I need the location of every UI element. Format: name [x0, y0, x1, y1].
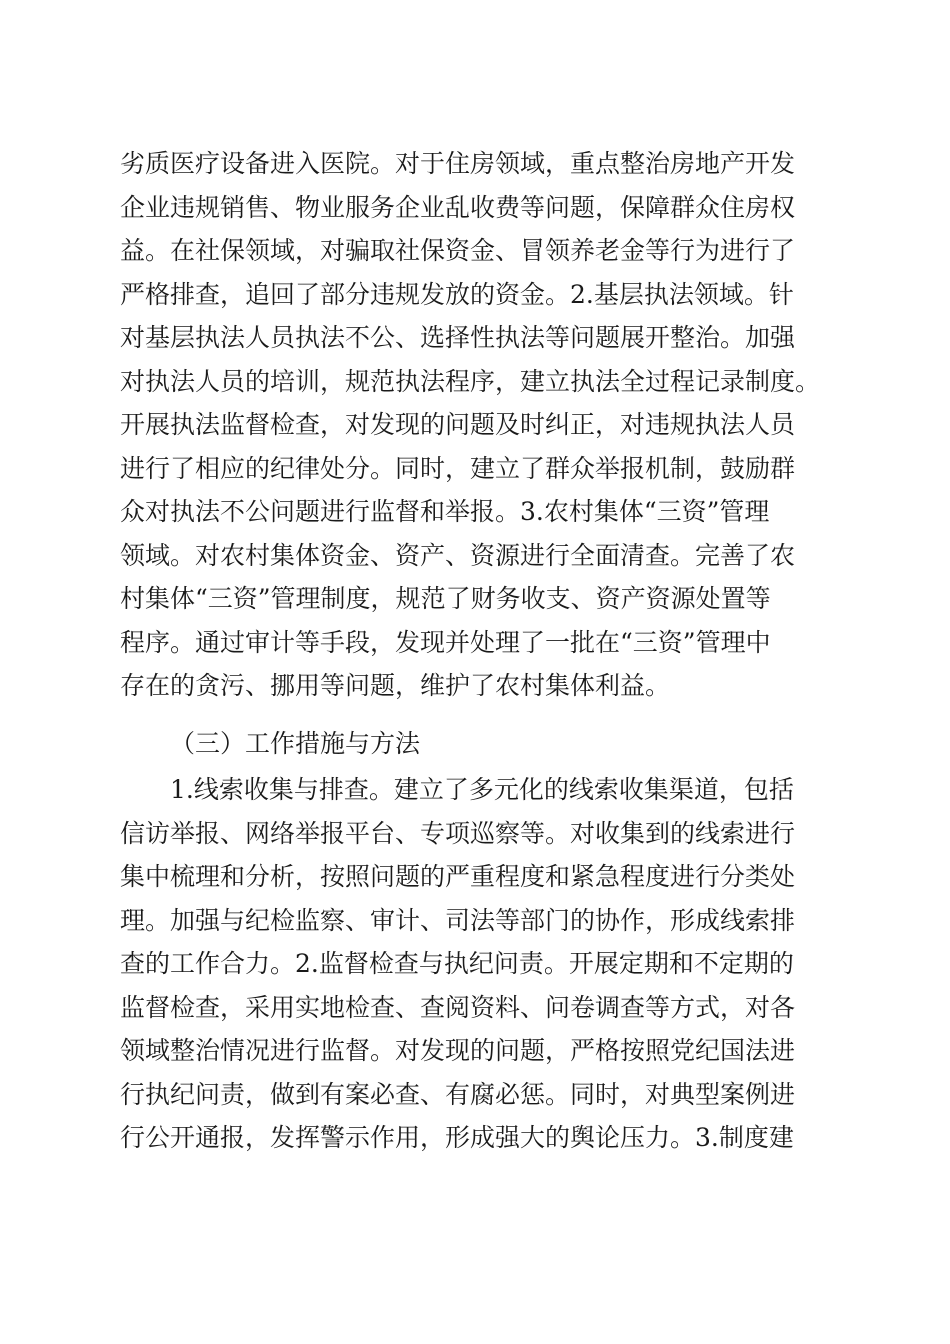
text-line: 进行了相应的纪律处分。同时，建立了群众举报机制，鼓励群: [120, 453, 796, 483]
text-line: 企业违规销售、物业服务企业乱收费等问题，保障群众住房权: [120, 192, 796, 222]
text-line: 信访举报、网络举报平台、专项巡察等。对收集到的线索进行: [120, 818, 796, 848]
text-line: 对基层执法人员执法不公、选择性执法等问题展开整治。加强: [120, 323, 796, 352]
text-line: 集中梳理和分析，按照问题的严重程度和紧急程度进行分类处: [120, 862, 796, 891]
text-line: 众对执法不公问题进行监督和举报。3.农村集体“三资”管理: [120, 497, 770, 526]
text-line: 程序。通过审计等手段，发现并处理了一批在“三资”管理中: [120, 627, 771, 657]
text-line: 1.线索收集与排查。建立了多元化的线索收集渠道，包括: [170, 775, 794, 804]
paragraph-1: [120, 142, 832, 708]
text-line: 行公开通报，发挥警示作用，形成强大的舆论压力。3.制度建: [120, 1123, 794, 1152]
text-line: 查的工作合力。2.监督检查与执纪问责。开展定期和不定期的: [120, 949, 794, 978]
text-line: 理。加强与纪检监察、审计、司法等部门的协作，形成线索排: [120, 905, 796, 935]
text-line: 村集体“三资”管理制度，规范了财务收支、资产资源处置等: [120, 584, 771, 613]
section-heading: [170, 722, 882, 766]
text-line: 领域。对农村集体资金、资产、资源进行全面清查。完善了农: [120, 540, 796, 570]
text-line: 开展执法监督检查，对发现的问题及时纠正，对违规执法人员: [120, 410, 796, 439]
text-line: 行执纪问责，做到有案必查、有腐必惩。同时，对典型案例进: [120, 1079, 796, 1109]
section-heading-text: （三）工作措施与方法: [170, 729, 421, 758]
text-line: 对执法人员的培训，规范执法程序，建立执法全过程记录制度。: [120, 366, 821, 396]
text-line: 劣质医疗设备进入医院。对于住房领域，重点整治房地产开发: [120, 149, 796, 178]
text-line: 监督检查，采用实地检查、查阅资料、问卷调查等方式，对各: [120, 992, 796, 1022]
text-line: 严格排查，追回了部分违规发放的资金。2.基层执法领域。针: [120, 279, 794, 309]
text-line: 存在的贪污、挪用等问题，维护了农村集体利益。: [120, 671, 671, 700]
text-line: 益。在社保领域，对骗取社保资金、冒领养老金等行为进行了: [120, 236, 796, 265]
paragraph-2: [120, 768, 832, 1160]
text-line: 领域整治情况进行监督。对发现的问题，严格按照党纪国法进: [120, 1036, 796, 1065]
